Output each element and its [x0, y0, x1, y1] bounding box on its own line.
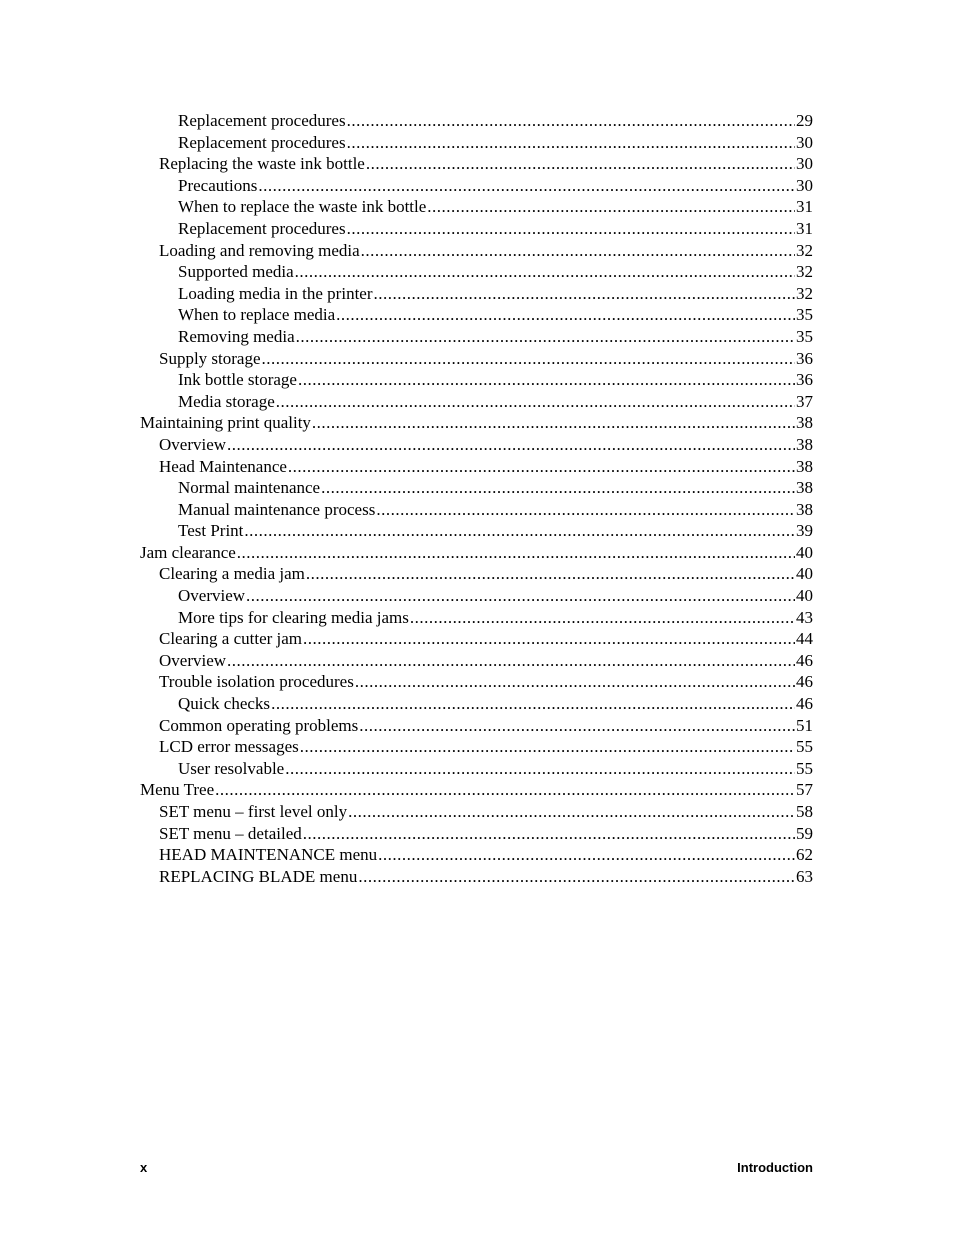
- toc-entry-label: Normal maintenance: [178, 478, 321, 498]
- toc-entry-label: Supply storage: [159, 348, 261, 368]
- toc-entry-page: 46: [796, 694, 813, 714]
- toc-dot-leader: [215, 779, 795, 801]
- toc-entry-page: 29: [796, 111, 813, 130]
- toc-entry-page: 46: [796, 672, 813, 692]
- toc-entry[interactable]: [140, 499, 813, 521]
- toc-dot-leader: [312, 412, 795, 434]
- toc-dot-leader: [348, 801, 795, 823]
- toc-dot-leader: [285, 758, 795, 780]
- toc-entry-label: LCD error messages: [159, 737, 299, 757]
- toc-dot-leader: [321, 477, 795, 499]
- toc-entry[interactable]: [140, 456, 813, 478]
- toc-entry-page: 43: [796, 607, 813, 627]
- toc-dot-leader: [358, 866, 795, 888]
- toc-entry[interactable]: [140, 348, 813, 370]
- toc-entry-page: 32: [796, 283, 813, 303]
- toc-dot-leader: [347, 218, 795, 240]
- toc-entry-label: Menu Tree: [140, 780, 215, 800]
- toc-entry[interactable]: [140, 844, 813, 866]
- toc-entry[interactable]: [140, 520, 813, 542]
- toc-entry[interactable]: [140, 369, 813, 391]
- toc-dot-leader: [378, 844, 795, 866]
- page-footer: [140, 1160, 813, 1175]
- toc-entry-page: 62: [796, 845, 813, 865]
- toc-dot-leader: [359, 715, 795, 737]
- toc-dot-leader: [303, 823, 795, 845]
- toc-entry[interactable]: [140, 196, 813, 218]
- toc-entry[interactable]: [140, 110, 813, 132]
- toc-entry-page: 35: [796, 326, 813, 346]
- toc-dot-leader: [288, 456, 795, 478]
- toc-dot-leader: [347, 110, 795, 132]
- toc-entry-label: Ink bottle storage: [178, 370, 297, 390]
- toc-entry-page: 46: [796, 650, 813, 670]
- toc-entry[interactable]: [140, 801, 813, 823]
- toc-entry-label: Overview: [159, 434, 227, 454]
- toc-entry-page: 31: [796, 218, 813, 238]
- toc-entry-label: Clearing a cutter jam: [159, 629, 303, 649]
- toc-entry-label: Clearing a media jam: [159, 564, 305, 584]
- toc-entry-label: Media storage: [178, 391, 275, 411]
- toc-entry[interactable]: [140, 563, 813, 585]
- toc-entry-label: Replacement procedures: [178, 132, 346, 152]
- toc-entry-page: 38: [796, 499, 813, 519]
- toc-entry-label: Loading media in the printer: [178, 283, 373, 303]
- toc-entry-label: Loading and removing media: [159, 240, 360, 260]
- toc-entry[interactable]: [140, 585, 813, 607]
- toc-dot-leader: [306, 563, 795, 585]
- toc-entry-page: 57: [796, 780, 813, 800]
- toc-entry-page: 38: [796, 478, 813, 498]
- toc-entry-page: 36: [796, 348, 813, 368]
- toc-entry-label: SET menu – detailed: [159, 823, 302, 843]
- toc-entry-page: 40: [796, 564, 813, 584]
- toc-entry-label: Trouble isolation procedures: [159, 672, 354, 692]
- toc-entry-page: 63: [796, 866, 813, 886]
- toc-entry[interactable]: [140, 132, 813, 154]
- toc-entry-label: Removing media: [178, 326, 295, 346]
- toc-entry-label: Common operating problems: [159, 715, 359, 735]
- toc-entry[interactable]: [140, 607, 813, 629]
- toc-entry-label: When to replace the waste ink bottle: [178, 197, 427, 217]
- toc-dot-leader: [258, 175, 795, 197]
- toc-entry-page: 39: [796, 521, 813, 541]
- toc-entry[interactable]: [140, 391, 813, 413]
- toc-entry-page: 44: [796, 629, 813, 649]
- toc-dot-leader: [244, 520, 795, 542]
- toc-entry[interactable]: [140, 693, 813, 715]
- toc-dot-leader: [427, 196, 795, 218]
- toc-dot-leader: [366, 153, 795, 175]
- toc-dot-leader: [296, 326, 795, 348]
- toc-entry-label: Quick checks: [178, 694, 271, 714]
- toc-entry[interactable]: [140, 758, 813, 780]
- toc-entry-page: 32: [796, 262, 813, 282]
- toc-dot-leader: [271, 693, 795, 715]
- toc-entry-page: 38: [796, 434, 813, 454]
- toc-dot-leader: [361, 240, 795, 262]
- toc-entry-label: Supported media: [178, 262, 294, 282]
- toc-entry-label: Overview: [178, 586, 246, 606]
- toc-entry[interactable]: [140, 434, 813, 456]
- toc-entry-page: 30: [796, 132, 813, 152]
- toc-entry-page: 30: [796, 175, 813, 195]
- toc-dot-leader: [303, 628, 795, 650]
- toc-entry[interactable]: [140, 175, 813, 197]
- toc-entry[interactable]: [140, 866, 813, 888]
- toc-entry-label: Jam clearance: [140, 542, 236, 562]
- toc-dot-leader: [276, 391, 795, 413]
- toc-entry-page: 31: [796, 197, 813, 217]
- toc-entry-label: Overview: [159, 650, 227, 670]
- toc-entry-page: 37: [796, 391, 813, 411]
- toc-entry-page: 40: [796, 542, 813, 562]
- toc-entry-page: 58: [796, 802, 813, 821]
- toc-dot-leader: [410, 607, 795, 629]
- toc-entry[interactable]: [140, 240, 813, 262]
- toc-entry[interactable]: [140, 477, 813, 499]
- toc-entry-page: 51: [796, 715, 813, 735]
- toc-dot-leader: [347, 132, 795, 154]
- toc-entry[interactable]: [140, 304, 813, 326]
- toc-dot-leader: [246, 585, 795, 607]
- toc-entry-page: 38: [796, 456, 813, 476]
- toc-entry-label: Replacing the waste ink bottle: [159, 154, 365, 174]
- toc-entry[interactable]: [140, 823, 813, 845]
- toc-entry-page: 38: [796, 413, 813, 433]
- toc-entry-label: Replacement procedures: [178, 111, 346, 130]
- toc-entry[interactable]: [140, 326, 813, 348]
- toc-dot-leader: [376, 499, 795, 521]
- toc-entry[interactable]: [140, 650, 813, 672]
- footer-section-title: Introduction: [737, 1160, 813, 1175]
- toc-entry[interactable]: [140, 779, 813, 801]
- footer-page-number: x: [140, 1160, 148, 1175]
- toc-entry[interactable]: [140, 412, 813, 434]
- toc-dot-leader: [237, 542, 795, 564]
- toc-entry[interactable]: [140, 153, 813, 175]
- toc-entry[interactable]: [140, 261, 813, 283]
- toc-entry-page: 55: [796, 758, 813, 778]
- toc-dot-leader: [300, 736, 795, 758]
- toc-entry-page: 30: [796, 154, 813, 174]
- toc-entry-page: 32: [796, 240, 813, 260]
- toc-entry-label: Test Print: [178, 521, 244, 541]
- toc-dot-leader: [298, 369, 795, 391]
- toc-dot-leader: [336, 304, 795, 326]
- toc-entry-label: When to replace media: [178, 305, 336, 325]
- toc-dot-leader: [295, 261, 795, 283]
- toc-entry[interactable]: [140, 628, 813, 650]
- toc-entry-label: More tips for clearing media jams: [178, 607, 409, 627]
- toc-dot-leader: [262, 348, 795, 370]
- toc-entry-label: REPLACING BLADE menu: [159, 866, 358, 886]
- toc-entry-page: 36: [796, 370, 813, 390]
- toc-entry[interactable]: [140, 283, 813, 305]
- toc-entry-label: Precautions: [178, 175, 258, 195]
- toc-dot-leader: [227, 434, 795, 456]
- toc-entry-page: 55: [796, 737, 813, 757]
- toc-entry-page: 59: [796, 823, 813, 843]
- toc-entry-label: SET menu – first level only: [159, 802, 348, 821]
- toc-dot-leader: [374, 283, 796, 305]
- toc-entry[interactable]: [140, 542, 813, 564]
- toc-entry-label: Replacement procedures: [178, 218, 346, 238]
- toc-entry[interactable]: [140, 218, 813, 240]
- table-of-contents: [140, 110, 813, 887]
- toc-entry-label: Manual maintenance process: [178, 499, 376, 519]
- toc-dot-leader: [355, 671, 795, 693]
- toc-entry[interactable]: [140, 736, 813, 758]
- toc-entry-page: 35: [796, 305, 813, 325]
- toc-entry[interactable]: [140, 715, 813, 737]
- toc-entry-page: 40: [796, 586, 813, 606]
- toc-entry-label: Maintaining print quality: [140, 413, 311, 433]
- toc-entry-label: HEAD MAINTENANCE menu: [159, 845, 378, 865]
- toc-entry-label: Head Maintenance: [159, 456, 287, 476]
- toc-entry[interactable]: [140, 671, 813, 693]
- toc-dot-leader: [227, 650, 795, 672]
- toc-entry-label: User resolvable: [178, 758, 285, 778]
